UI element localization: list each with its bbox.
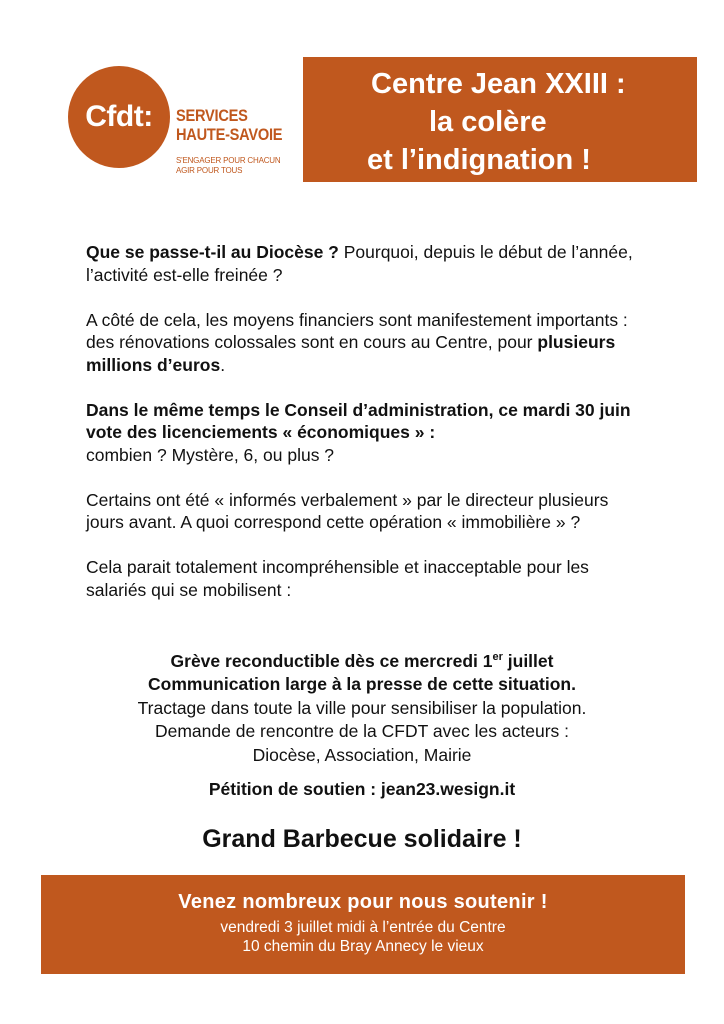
paragraph-4: Certains ont été « informés verbalement » par le directeur plusieurs jours avant. A quoi correspond cette opération « immobilière » ? [86, 489, 609, 532]
footer-address: 10 chemin du Bray Annecy le vieux [242, 938, 484, 955]
paragraph-3-text: combien ? Mystère, 6, ou plus ? [86, 444, 335, 465]
action-strike-text: Grève reconductible dès ce mercredi 1 [170, 650, 493, 671]
action-strike [86, 646, 638, 673]
paragraph-2-bold: plusieurs millions d’euros [86, 332, 616, 375]
paragraph-5: Cela parait totalement incompréhensible et inacceptable pour les salariés qui se mobilisent : [86, 557, 589, 600]
action-leaflets: Tractage dans toute la ville pour sensibiliser la population. [137, 697, 587, 718]
footer-banner [41, 875, 685, 974]
title-line-2: la colère [429, 106, 547, 138]
logo-services-text [176, 106, 282, 144]
footer-headline: Venez nombreux pour nous soutenir ! [178, 891, 548, 913]
paragraph-1-bold: Que se passe-t-il au Diocèse ? [86, 242, 339, 262]
paragraph-2-end: . [220, 354, 226, 375]
footer-date-place: vendredi 3 juillet midi à l’entrée du Centre [220, 919, 506, 936]
cfdt-logo-brand: Cfdt: [85, 100, 153, 133]
action-meeting-parties: Diocèse, Association, Mairie [252, 744, 472, 765]
title-banner [303, 57, 697, 182]
logo-services-line2: HAUTE-SAVOIE [176, 125, 283, 144]
paragraph-3-bold: Dans le même temps le Conseil d’administration, ce mardi 30 juin vote des licenciements « économiques » : [86, 399, 631, 442]
actions-list [86, 646, 638, 767]
logo-tagline-line1: S'ENGAGER POUR CHACUN [176, 156, 281, 165]
logo-tagline [176, 156, 280, 176]
paragraph-1 [86, 241, 646, 286]
footer-details [41, 918, 685, 956]
barbecue-heading: Grand Barbecue solidaire ! [202, 825, 522, 853]
paragraph-2-start: A côté de cela, les moyens financiers sont manifestement importants : des rénovations colossales sont en cours au Centre, pour [86, 309, 628, 352]
action-press: Communication large à la presse de cette situation. [148, 674, 576, 695]
title-line-3: et l’indignation ! [367, 144, 591, 176]
action-meeting: Demande de rencontre de la CFDT avec les acteurs : [154, 721, 570, 742]
petition-text: Pétition de soutien : jean23.wesign.it [208, 779, 516, 799]
logo-services-line1: SERVICES [176, 106, 248, 125]
paragraph-2 [86, 309, 646, 377]
logo-tagline-line2: AGIR POUR TOUS [176, 166, 243, 175]
action-strike-sup: er [492, 651, 503, 663]
cfdt-logo-circle [68, 66, 170, 168]
cfdt-logo [68, 66, 308, 186]
paragraph-1-text: Pourquoi, depuis le début de l’année, l’activité est-elle freinée ? [86, 242, 633, 285]
title-line-1: Centre Jean XXIII : [371, 68, 626, 100]
paragraph-3 [86, 399, 646, 467]
action-strike-end: juillet [502, 650, 554, 671]
body-text [86, 241, 646, 624]
